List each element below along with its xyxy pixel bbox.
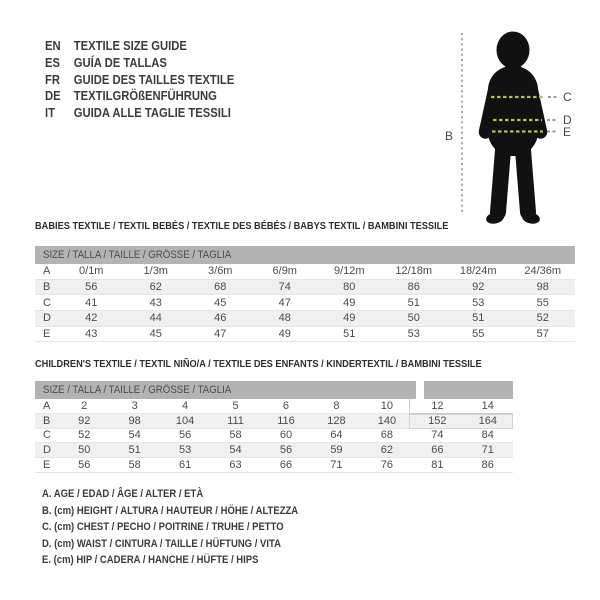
table-cell: 68 xyxy=(214,281,227,294)
table-cell: 49 xyxy=(343,312,356,325)
table-cell: 53 xyxy=(472,296,485,309)
table-row xyxy=(35,264,575,280)
row-label: D xyxy=(43,444,51,457)
table-cell: 12 xyxy=(431,399,444,412)
row-label: C xyxy=(43,429,51,442)
table-cell: 53 xyxy=(178,444,192,457)
table-cell: 12/18m xyxy=(395,265,433,278)
legend-line: A. AGE / EDAD / ÂGE / ALTER / ETÀ xyxy=(42,488,204,500)
table-cell: 92 xyxy=(472,281,485,294)
row-label: D xyxy=(43,312,51,325)
table-cell: 51 xyxy=(343,328,356,341)
table-cell: 3 xyxy=(131,399,138,412)
table-cell: 92 xyxy=(78,414,91,427)
table-cell: 53 xyxy=(407,328,420,341)
children-section-title xyxy=(35,358,543,370)
language-code: EN xyxy=(45,39,61,53)
language-row xyxy=(45,38,234,55)
babies-section-title xyxy=(35,220,505,232)
legend-line: B. (cm) HEIGHT / ALTURA / HAUTEUR / HÖHE / ALTEZZA xyxy=(42,504,299,517)
table-cell: 59 xyxy=(330,444,343,457)
table-cell: 74 xyxy=(278,281,291,294)
row-label: B xyxy=(43,414,51,427)
size-header-label: SIZE / TALLA / TAILLE / GRÖSSE / TAGLIA xyxy=(43,249,232,261)
table-cell: 52 xyxy=(536,312,549,325)
table-cell: 62 xyxy=(149,281,162,294)
table-cell: 56 xyxy=(178,429,192,442)
table-cell: 71 xyxy=(481,444,494,457)
table-cell: 42 xyxy=(85,312,98,325)
table-cell: 71 xyxy=(330,459,343,472)
table-cell: 50 xyxy=(78,444,91,457)
table-cell: 48 xyxy=(278,312,291,325)
table-cell: 56 xyxy=(279,444,293,457)
table-cell: 68 xyxy=(380,429,393,442)
table-cell: 49 xyxy=(343,296,356,309)
table-cell: 66 xyxy=(431,444,444,457)
table-cell: 61 xyxy=(178,459,192,472)
language-code: FR xyxy=(45,72,61,87)
table-row xyxy=(35,280,575,296)
row-label: A xyxy=(43,399,51,412)
children-table xyxy=(35,381,513,473)
row-label: B xyxy=(43,281,51,294)
figure-label-c: C xyxy=(563,90,572,104)
table-cell: 14 xyxy=(481,399,494,412)
language-label: GUIDA ALLE TAGLIE TESSILI xyxy=(73,106,231,121)
table-cell: 57 xyxy=(536,328,549,341)
language-row xyxy=(45,105,234,122)
language-row xyxy=(45,88,234,105)
children-size-header-bar xyxy=(35,381,513,399)
table-cell: 55 xyxy=(472,328,485,341)
table-row xyxy=(35,295,575,311)
table-cell: 6 xyxy=(282,399,290,412)
table-cell: 54 xyxy=(128,429,141,442)
table-cell: 18/24m xyxy=(459,265,497,278)
table-cell: 51 xyxy=(128,444,141,457)
table-cell: 4 xyxy=(182,399,189,412)
table-cell: 8 xyxy=(333,399,340,412)
language-code: ES xyxy=(45,55,61,70)
table-cell: 56 xyxy=(85,281,98,294)
table-row xyxy=(35,414,513,429)
table-cell: 43 xyxy=(85,328,98,341)
legend-line: C. (cm) CHEST / PECHO / POITRINE / TRUHE / PETTO xyxy=(42,521,284,534)
table-cell: 3/6m xyxy=(208,265,233,278)
table-cell: 50 xyxy=(407,312,420,325)
babies-table-body xyxy=(35,264,575,342)
table-cell: 0/1m xyxy=(79,265,104,278)
table-cell: 58 xyxy=(128,459,141,472)
table-cell: 128 xyxy=(327,414,346,427)
table-cell: 10 xyxy=(380,399,393,412)
silhouette-shape xyxy=(485,32,541,226)
table-cell: 47 xyxy=(278,296,291,309)
table-cell: 58 xyxy=(229,429,242,442)
table-cell: 43 xyxy=(149,296,162,309)
table-cell: 41 xyxy=(85,296,98,309)
table-cell: 76 xyxy=(380,459,393,472)
language-label: TEXTILGRÖßENFÜHRUNG xyxy=(73,89,217,104)
table-cell: 24/36m xyxy=(524,265,562,278)
table-cell: 74 xyxy=(431,429,444,442)
language-label: TEXTILE SIZE GUIDE xyxy=(73,39,187,53)
language-row xyxy=(45,55,234,72)
measurement-legend xyxy=(42,486,333,569)
table-cell: 2 xyxy=(81,399,88,412)
table-cell: 47 xyxy=(214,328,227,341)
table-cell: 52 xyxy=(78,429,91,442)
row-label: E xyxy=(43,328,51,341)
legend-line: E. (cm) HIP / CADERA / HANCHE / HÜFTE / HIPS xyxy=(42,554,259,567)
language-code: DE xyxy=(45,89,61,104)
table-cell: 60 xyxy=(279,429,293,442)
table-cell: 1/3m xyxy=(143,265,168,278)
table-cell: 9/12m xyxy=(333,265,365,278)
figure-label-b: B xyxy=(445,129,454,143)
table-cell: 98 xyxy=(128,414,141,427)
table-cell: 46 xyxy=(214,312,227,325)
table-cell: 140 xyxy=(377,414,397,427)
table-cell: 111 xyxy=(227,414,244,427)
table-cell: 86 xyxy=(481,459,494,472)
table-cell: 56 xyxy=(78,459,91,472)
table-cell: 86 xyxy=(407,281,420,294)
table-cell: 44 xyxy=(149,312,162,325)
table-cell: 6/9m xyxy=(272,265,297,278)
table-cell: 84 xyxy=(481,429,494,442)
table-row xyxy=(35,327,575,343)
table-cell: 98 xyxy=(536,281,549,294)
table-cell: 164 xyxy=(478,414,497,427)
table-cell: 66 xyxy=(279,459,293,472)
table-cell: 104 xyxy=(175,414,195,427)
language-row xyxy=(45,72,234,89)
table-cell: 55 xyxy=(536,296,549,309)
table-cell: 51 xyxy=(407,296,420,309)
row-label: A xyxy=(43,265,51,278)
child-silhouette-figure xyxy=(425,8,595,238)
row-label: E xyxy=(43,459,51,472)
figure-label-d: D xyxy=(563,113,572,127)
table-cell: 64 xyxy=(330,429,343,442)
language-list xyxy=(45,38,255,122)
table-cell: 152 xyxy=(428,414,447,427)
table-cell: 80 xyxy=(343,281,356,294)
table-cell: 116 xyxy=(277,414,295,427)
children-section-title-text: CHILDREN'S TEXTILE / TEXTIL NIÑO/A / TEXTILE DES ENFANTS / KINDERTEXTIL / BAMBINI TESSILE xyxy=(35,358,482,370)
table-cell: 51 xyxy=(472,312,485,325)
language-code: IT xyxy=(45,106,55,121)
table-cell: 45 xyxy=(149,328,162,341)
children-table-body xyxy=(35,399,513,473)
table-cell: 45 xyxy=(214,296,227,309)
table-cell: 63 xyxy=(229,459,242,472)
table-row xyxy=(35,458,513,473)
row-label: C xyxy=(43,296,51,309)
language-label: GUIDE DES TAILLES TEXTILE xyxy=(73,72,235,87)
table-cell: 5 xyxy=(232,399,239,412)
figure-label-e: E xyxy=(563,125,572,139)
babies-size-header-bar xyxy=(35,246,575,264)
table-cell: 49 xyxy=(278,328,291,341)
language-label: GUÍA DE TALLAS xyxy=(73,55,167,70)
table-row xyxy=(35,311,575,327)
babies-table xyxy=(35,246,575,342)
table-cell: 62 xyxy=(380,444,393,457)
table-row xyxy=(35,399,513,414)
table-row xyxy=(35,443,513,458)
table-row xyxy=(35,429,513,444)
legend-line: D. (cm) WAIST / CINTURA / TAILLE / HÜFTUNG / VITA xyxy=(42,537,281,550)
table-cell: 54 xyxy=(229,444,242,457)
babies-section-title-text: BABIES TEXTILE / TEXTIL BEBÉS / TEXTILE DES BÉBÉS / BABYS TEXTIL / BAMBINI TESSILE xyxy=(35,220,449,232)
table-cell: 81 xyxy=(431,459,444,472)
size-header-label: SIZE / TALLA / TAILLE / GRÖSSE / TAGLIA xyxy=(43,384,232,396)
